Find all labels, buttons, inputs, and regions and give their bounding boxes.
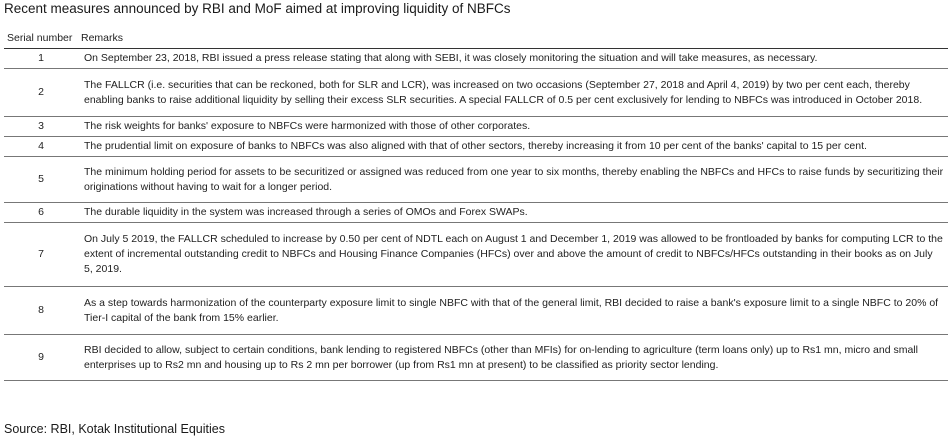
serial-cell: 2 [4, 69, 78, 117]
remark-cell: As a step towards harmonization of the counterparty exposure limit to single NBFC with that of the general limit, RBI decided to raise a bank's exposure limit to a single NBFC to 20% of Tier-I capital of the bank from 15% earlier. [78, 287, 948, 335]
table-row [4, 335, 948, 381]
serial-cell: 5 [4, 157, 78, 203]
remark-cell: On September 23, 2018, RBI issued a press release stating that along with SEBI, it was closely monitoring the situation and will take measures, as necessary. [78, 49, 948, 69]
table-row [4, 69, 948, 117]
table-row [4, 203, 948, 223]
measures-table [4, 31, 948, 381]
column-header-remarks: Remarks [78, 31, 948, 49]
serial-cell: 9 [4, 335, 78, 381]
table-row [4, 223, 948, 287]
remark-cell: The prudential limit on exposure of banks to NBFCs was also aligned with that of other sectors, thereby increasing it from 10 per cent of the banks' capital to 15 per cent. [78, 137, 948, 157]
remark-cell: The minimum holding period for assets to be securitized or assigned was reduced from one year to six months, thereby enabling the NBFCs and HFCs to raise funds by securitizing their originations without having to wait for a longer period. [78, 157, 948, 203]
serial-cell: 7 [4, 223, 78, 287]
remark-cell: On July 5 2019, the FALLCR scheduled to increase by 0.50 per cent of NDTL each on August 1 and December 1, 2019 was allowed to be frontloaded by banks for computing LCR to the extent of incremental outstanding credit to NBFCs and Housing Finance Companies (HFCs) over and above the amount of credit to NBFCs/HFCs outstanding in their books as on July 5, 2019. [78, 223, 948, 287]
remark-cell: The risk weights for banks' exposure to NBFCs were harmonized with those of other corporates. [78, 117, 948, 137]
serial-cell: 1 [4, 49, 78, 69]
table-row [4, 287, 948, 335]
table-row [4, 49, 948, 69]
table-row [4, 137, 948, 157]
serial-cell: 4 [4, 137, 78, 157]
serial-cell: 6 [4, 203, 78, 223]
serial-cell: 8 [4, 287, 78, 335]
table-header-row [4, 31, 948, 49]
remark-cell: The durable liquidity in the system was increased through a series of OMOs and Forex SWAPs. [78, 203, 948, 223]
table-row [4, 157, 948, 203]
remark-cell: RBI decided to allow, subject to certain conditions, bank lending to registered NBFCs (other than MFIs) for on-lending to agriculture (term loans only) up to Rs1 mn, micro and small enterprises up to Rs2 mn and housing up to Rs 2 mn per borrower (up from Rs1 mn at present) to be classified as priority sector lending. [78, 335, 948, 381]
column-header-serial: Serial number [4, 31, 78, 49]
table-row [4, 117, 948, 137]
source-note: Source: RBI, Kotak Institutional Equities [4, 422, 225, 436]
serial-cell: 3 [4, 117, 78, 137]
remark-cell: The FALLCR (i.e. securities that can be reckoned, both for SLR and LCR), was increased on two occasions (September 27, 2018 and April 4, 2019) by two per cent each, thereby enabling banks to raise additional liquidity by selling their excess SLR securities. A special FALLCR of 0.5 per cent exclusively for lending to NBFCs was introduced in October 2018. [78, 69, 948, 117]
table-title: Recent measures announced by RBI and MoF aimed at improving liquidity of NBFCs [4, 1, 511, 16]
